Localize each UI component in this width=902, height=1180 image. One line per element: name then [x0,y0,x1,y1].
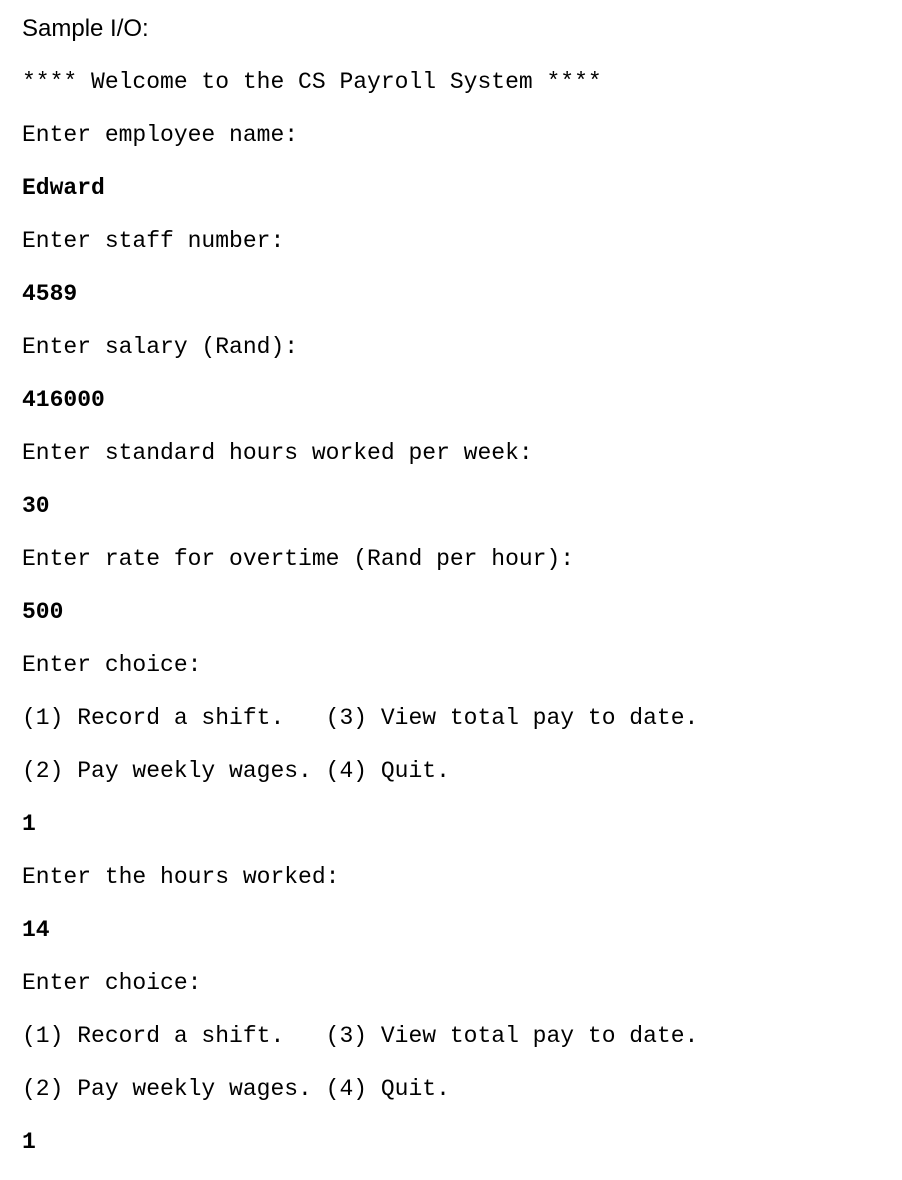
program-output-line: Enter staff number: [22,228,285,254]
user-input-line: 416000 [22,387,105,413]
program-output-line: Enter choice: [22,652,202,678]
user-input-line: Edward [22,175,105,201]
program-output-line: Enter rate for overtime (Rand per hour): [22,546,575,572]
menu-option-line: (2) Pay weekly wages. (4) Quit. [22,1076,450,1102]
program-output-line: Enter standard hours worked per week: [22,440,533,466]
menu-option-line: (2) Pay weekly wages. (4) Quit. [22,758,450,784]
program-output-line: **** Welcome to the CS Payroll System **** [22,69,602,95]
program-output-line: Enter employee name: [22,122,299,148]
user-input-line: 1 [22,1129,36,1155]
user-input-line: 500 [22,599,64,625]
program-output-line: Enter salary (Rand): [22,334,299,360]
section-heading: Sample I/O: [22,15,149,42]
user-input-line: 4589 [22,281,78,307]
user-input-line: 14 [22,917,50,943]
menu-option-line: (1) Record a shift. (3) View total pay to date. [22,1023,699,1049]
program-output-line: Enter choice: [22,970,202,996]
menu-option-line: (1) Record a shift. (3) View total pay to date. [22,705,699,731]
program-output-line: Enter the hours worked: [22,864,340,890]
user-input-line: 30 [22,493,50,519]
user-input-line: 1 [22,811,36,837]
